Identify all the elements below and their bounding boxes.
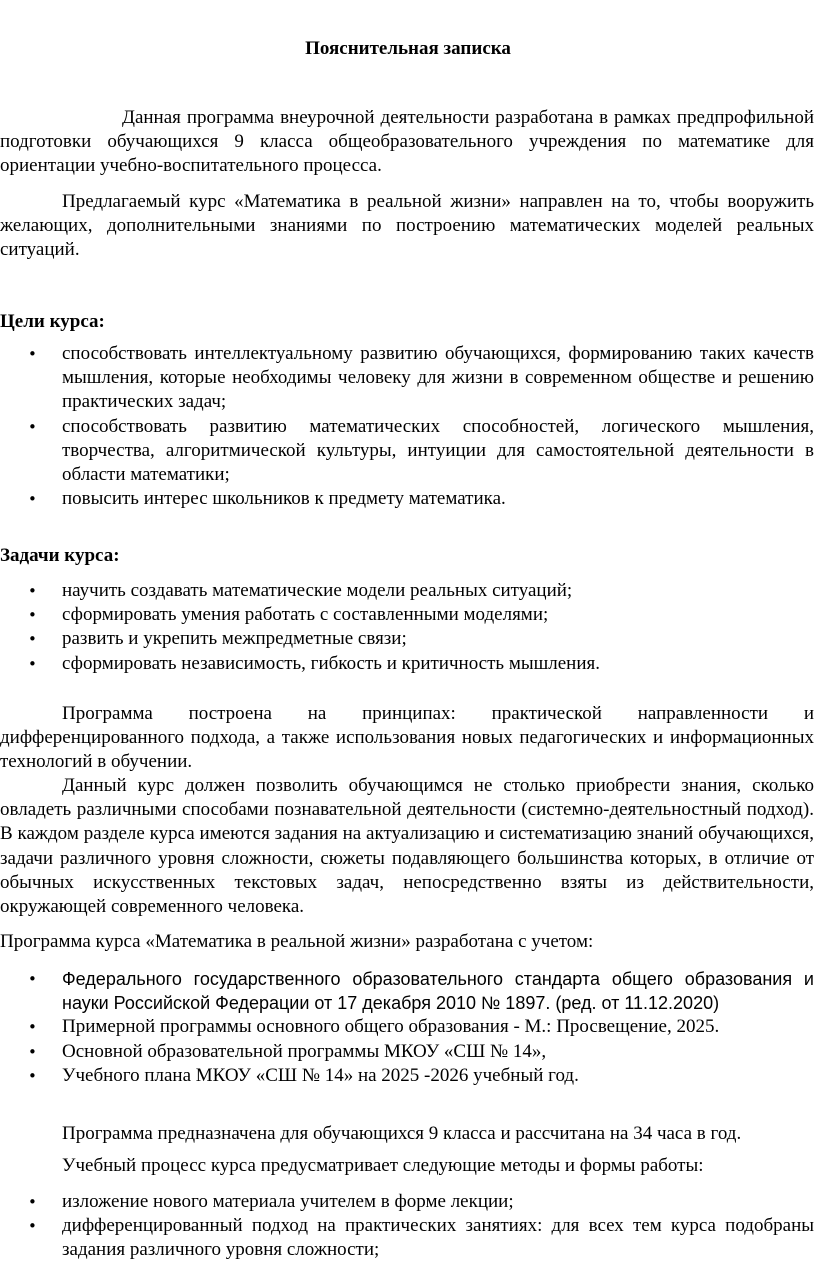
list-item: • научить создавать математические модели реальных ситуаций; bbox=[0, 579, 814, 603]
list-item: • сформировать умения работать с составленными моделями; bbox=[0, 603, 814, 627]
intro-paragraph-1: Данная программа внеурочной деятельности разработана в рамках предпрофильной подготовки обучающихся 9 класса общеобразовательного учреждения по математике для ориентации учебно-воспитательного процесса. bbox=[0, 107, 814, 177]
list-item: • Примерной программы основного общего образования - М.: Просвещение, 2025. bbox=[0, 1015, 814, 1039]
tasks-list bbox=[0, 579, 814, 676]
list-item: • Федерального государственного образовательного стандарта общего образования и науки Российской Федерации от 17 декабря 2010 № 1897. (ред. от 11.12.2020) bbox=[0, 967, 814, 1015]
course-paragraph: Данный курс должен позволить обучающимся не столько приобрести знания, сколько овладеть различными способами познавательной деятельности (системно-деятельностный подход). В каждом разделе курса имеются задания на актуализацию и систематизацию знаний обучающихся, задачи различного уровня сложности, сюжеты подавляющего большинства которых, в отличие от обычных искусственных текстовых задач, непосредственно взяты из действительности, окружающей современного человека. bbox=[0, 775, 814, 918]
intro-paragraph-2: Предлагаемый курс «Математика в реальной жизни» направлен на то, чтобы вооружить желающих, дополнительными знаниями по построению математических моделей реальных ситуаций. bbox=[0, 191, 814, 261]
list-item: • способствовать развитию математических способностей, логического мышления, творчества, алгоритмической культуры, интуиции для самостоятельной деятельности в области математики; bbox=[0, 415, 814, 488]
list-item: • дифференцированный подход на практических занятиях: для всех тем курса подобраны задания различного уровня сложности; bbox=[0, 1214, 814, 1262]
list-item: • Учебного плана МКОУ «СШ № 14» на 2025 -2026 учебный год. bbox=[0, 1064, 814, 1088]
hours-paragraph: Программа предназначена для обучающихся 9 класса и рассчитана на 34 часа в год. bbox=[62, 1123, 742, 1144]
methods-list bbox=[0, 1190, 814, 1263]
principles-paragraph: Программа построена на принципах: практической направленности и дифференцированного подхода, а также использования новых педагогических и информационных технологий в обучении. bbox=[0, 703, 814, 773]
list-item: • способствовать интеллектуальному развитию обучающихся, формированию таких качеств мышления, которые необходимы человеку для жизни в современном обществе и решению практических задач; bbox=[0, 342, 814, 415]
list-item: • развить и укрепить межпредметные связи; bbox=[0, 627, 814, 651]
developed-with-line: Программа курса «Математика в реальной жизни» разработана с учетом: bbox=[0, 931, 594, 952]
list-item: • сформировать независимость, гибкость и критичность мышления. bbox=[0, 652, 814, 676]
list-item: • Основной образовательной программы МКОУ «СШ № 14», bbox=[0, 1040, 814, 1064]
page-title: Пояснительная записка bbox=[305, 38, 511, 59]
goals-heading: Цели курса: bbox=[0, 311, 105, 332]
tasks-heading: Задачи курса: bbox=[0, 545, 120, 566]
methods-intro: Учебный процесс курса предусматривает следующие методы и формы работы: bbox=[62, 1155, 704, 1176]
list-item: • повысить интерес школьников к предмету математика. bbox=[0, 487, 814, 511]
documents-list bbox=[0, 967, 814, 1088]
list-item: • изложение нового материала учителем в форме лекции; bbox=[0, 1190, 814, 1214]
goals-list bbox=[0, 342, 814, 511]
